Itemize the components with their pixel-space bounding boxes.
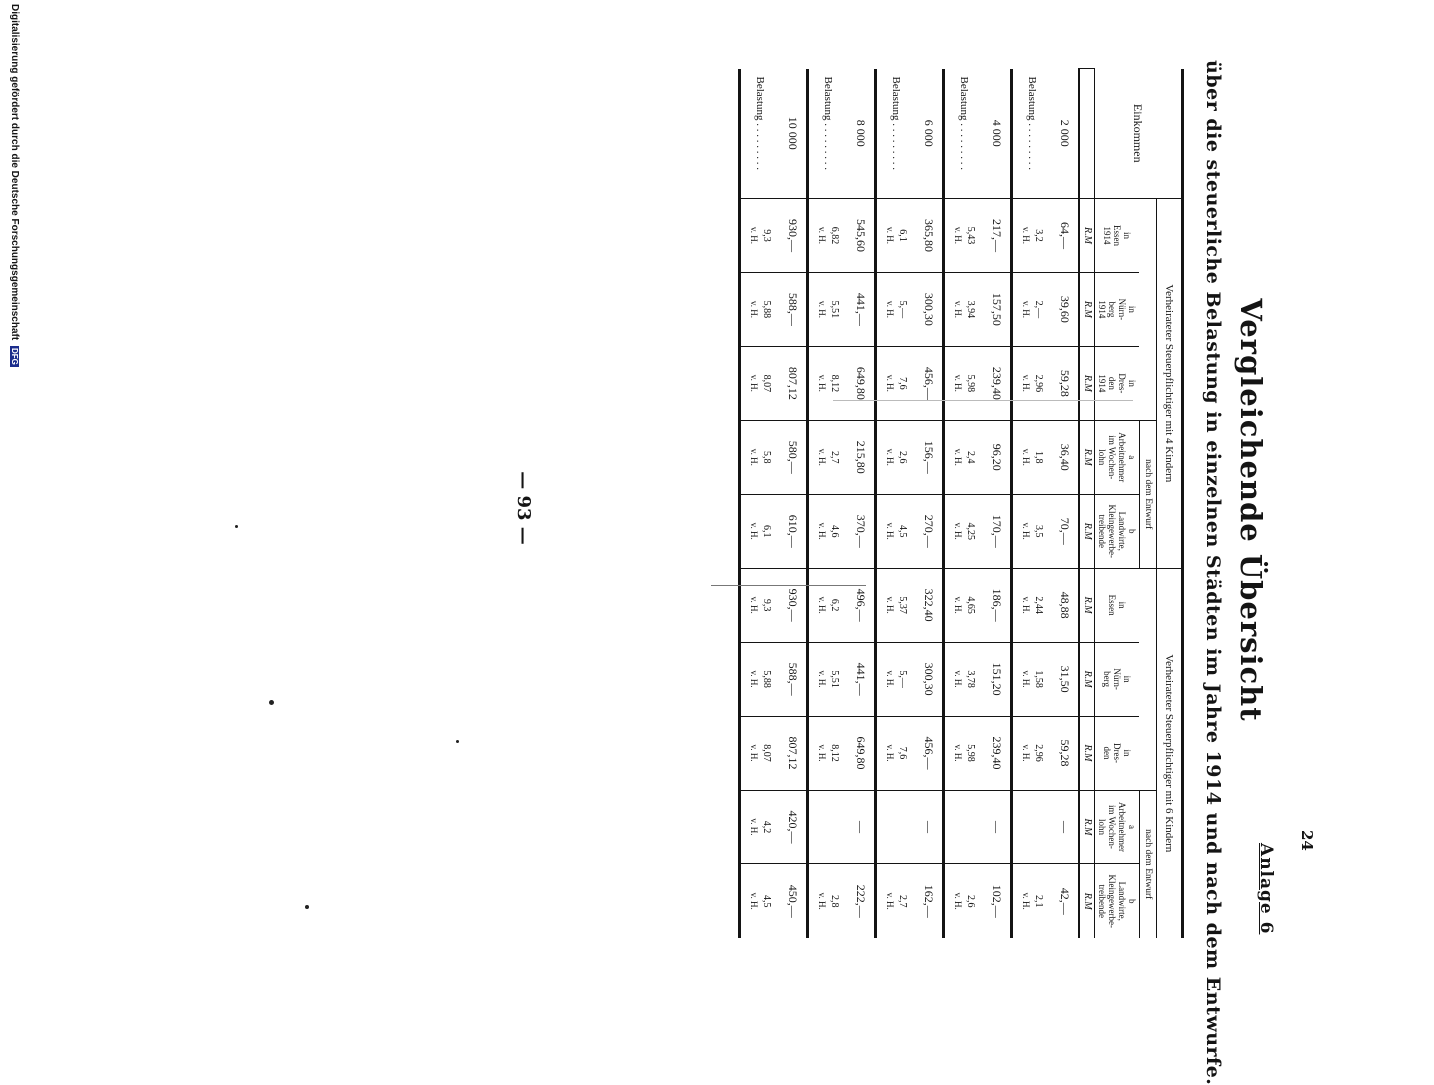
amount-cell: 610,— (779, 494, 808, 568)
percent-unit: v. H. (953, 670, 963, 688)
scan-artifact-line (711, 585, 866, 586)
percent-unit: v. H. (817, 596, 827, 614)
burden-percent: 5,51 (829, 300, 840, 319)
percent-unit: v. H. (817, 670, 827, 688)
amount-cell: 59,28 (1051, 346, 1079, 420)
burden-percent-cell (740, 199, 780, 273)
amount-cell: 807,12 (779, 346, 808, 420)
burden-percent-cell (808, 346, 848, 420)
unit-label: R.M (1079, 568, 1095, 642)
burden-percent-cell (876, 568, 916, 642)
percent-unit: v. H. (749, 300, 759, 318)
amount-cell: 930,— (779, 568, 808, 642)
burden-percent-cell (1012, 420, 1052, 494)
amount-cell: 217,— (983, 199, 1012, 273)
percent-unit: v. H. (749, 596, 759, 614)
column-header-line: berg (1102, 671, 1113, 688)
amount-cell: 930,— (779, 199, 808, 273)
percent-unit: v. H. (885, 596, 895, 614)
burden-percent-cell (876, 346, 916, 420)
burden-percent-cell (876, 494, 916, 568)
percent-unit: v. H. (1021, 744, 1031, 762)
percent-unit: v. H. (953, 744, 963, 762)
digitization-credit (9, 4, 20, 367)
unit-label: R.M (1079, 199, 1095, 273)
group-header-6-children: Verheirateter Steuerpflichtiger mit 6 Kindern (1157, 568, 1183, 938)
burden-percent: 3,94 (965, 300, 976, 319)
percent-unit: v. H. (749, 522, 759, 540)
percent-unit: v. H. (1021, 596, 1031, 614)
percent-unit: v. H. (749, 448, 759, 466)
amount-cell: 588,— (779, 272, 808, 346)
percent-unit: v. H. (953, 448, 963, 466)
burden-percent-cell (740, 272, 780, 346)
column-header (1095, 568, 1140, 642)
column-header-line: Dres- (1117, 373, 1128, 394)
burden-percent: 5,— (897, 670, 908, 688)
percent-unit: v. H. (1021, 522, 1031, 540)
burden-percent-cell (944, 272, 984, 346)
burden-percent: 8,12 (829, 744, 840, 762)
document-subtitle: über die steuerliche Belastung in einzelnen Städten im Jahre 1914 und nach dem Entwurfe. (1202, 60, 1224, 1085)
burden-percent: 3,5 (1033, 524, 1044, 538)
amount-cell: 456,— (915, 346, 944, 420)
percent-unit: v. H. (817, 522, 827, 540)
amount-cell: 365,80 (915, 199, 944, 273)
percent-unit: v. H. (953, 374, 963, 392)
column-header-line: Landwirte, (1117, 881, 1127, 921)
income-value: 8 000 (854, 119, 868, 147)
unit-label: R.M (1079, 790, 1095, 864)
burden-percent: 6,82 (829, 226, 840, 245)
burden-percent: 2,6 (965, 894, 976, 908)
burden-percent: 8,07 (761, 374, 772, 393)
burden-percent: 5,98 (965, 374, 976, 393)
column-header-line: in (1117, 601, 1128, 609)
amount-cell: 36,40 (1051, 420, 1079, 494)
burden-label: Belastung . . . . . . . . . (808, 69, 848, 199)
burden-percent-cell (808, 864, 848, 938)
column-header (1095, 494, 1140, 568)
amount-cell: 649,80 (847, 716, 876, 790)
amount-cell: — (847, 790, 876, 864)
percent-unit: v. H. (885, 300, 895, 318)
amount-cell: — (915, 790, 944, 864)
percent-unit: v. H. (885, 670, 895, 688)
burden-percent: 9,3 (761, 598, 772, 612)
unit-row-blank (1079, 69, 1095, 199)
amount-cell: 102,— (983, 864, 1012, 938)
percent-unit: v. H. (749, 374, 759, 392)
amount-cell: — (1051, 790, 1079, 864)
percent-unit: v. H. (749, 670, 759, 688)
burden-percent: 2,96 (1033, 744, 1044, 762)
tax-burden-table (738, 68, 1184, 938)
amount-cell: 588,— (779, 642, 808, 716)
column-header-line: im Wochen- (1107, 805, 1117, 849)
amount-cell: 48,88 (1051, 568, 1079, 642)
burden-percent-cell (1012, 199, 1052, 273)
burden-percent: 2,8 (829, 894, 840, 908)
amount-cell: 31,50 (1051, 642, 1079, 716)
burden-percent-cell (876, 716, 916, 790)
burden-percent-cell (876, 199, 916, 273)
percent-unit: v. H. (953, 300, 963, 318)
burden-percent: 8,12 (829, 374, 840, 393)
column-header-line: Arbeitnehmer (1117, 801, 1127, 852)
amount-cell: 441,— (847, 642, 876, 716)
column-header-line: den (1107, 376, 1118, 390)
column-header-line: in (1122, 749, 1133, 757)
burden-percent-cell (944, 346, 984, 420)
burden-percent: 1,8 (1033, 451, 1044, 464)
group-header-4-children: Verheirateter Steuerpflichtiger mit 4 Kindern (1157, 199, 1183, 569)
burden-percent: 7,6 (897, 377, 908, 390)
burden-percent: 5,88 (761, 300, 772, 319)
column-header (1095, 272, 1140, 346)
burden-percent: 2,6 (897, 451, 908, 464)
percent-unit: v. H. (953, 892, 963, 910)
percent-unit: v. H. (817, 448, 827, 466)
percent-unit: v. H. (749, 226, 759, 245)
amount-cell: 162,— (915, 864, 944, 938)
percent-unit: v. H. (817, 226, 827, 245)
burden-percent: 5,8 (761, 451, 772, 464)
column-header-line: 1914 (1097, 300, 1108, 319)
burden-percent: 6,1 (897, 229, 908, 242)
burden-percent: 4,5 (897, 524, 908, 538)
burden-percent: 2,— (1033, 300, 1044, 319)
column-header (1095, 346, 1140, 420)
burden-percent-cell (740, 420, 780, 494)
burden-percent-cell (740, 494, 780, 568)
burden-percent: 2,4 (965, 451, 976, 464)
burden-percent: 4,25 (965, 522, 976, 540)
column-header-line: lohn (1097, 818, 1107, 835)
burden-percent-cell (808, 568, 848, 642)
burden-percent: 4,6 (829, 524, 840, 538)
column-header-line: treibende (1097, 884, 1107, 918)
burden-percent-cell (808, 494, 848, 568)
percent-unit: v. H. (885, 226, 895, 245)
column-header (1095, 199, 1140, 273)
burden-percent-cell (740, 642, 780, 716)
burden-percent-cell (808, 272, 848, 346)
burden-percent: 4,2 (761, 820, 772, 834)
column-header-line: Arbeitnehmer (1117, 432, 1127, 483)
amount-cell: 96,20 (983, 420, 1012, 494)
column-header-line: Kleingewerbe- (1107, 874, 1117, 928)
percent-unit: v. H. (749, 818, 759, 836)
burden-percent-cell (944, 420, 984, 494)
amount-cell: 156,— (915, 420, 944, 494)
amount-cell: 151,20 (983, 642, 1012, 716)
amount-cell: 450,— (779, 864, 808, 938)
burden-percent-cell (876, 420, 916, 494)
column-header-line: Essen (1112, 224, 1123, 246)
percent-unit: v. H. (953, 226, 963, 245)
burden-percent-cell (944, 864, 984, 938)
scan-artifact-line (833, 400, 1133, 401)
income-value: 6 000 (922, 119, 936, 147)
percent-unit: v. H. (749, 744, 759, 762)
burden-percent: 5,43 (965, 226, 976, 245)
document-title: Vergleichende Übersicht (1234, 298, 1268, 722)
burden-percent: 9,3 (761, 229, 772, 242)
column-header-line: im Wochen- (1107, 435, 1117, 480)
unit-label: R.M (1079, 642, 1095, 716)
percent-unit: v. H. (1021, 226, 1031, 245)
burden-percent-cell (876, 642, 916, 716)
credit-text: Digitalisierung gefördert durch die Deutsche Forschungsgemeinschaft (9, 4, 20, 341)
column-header-line: lohn (1097, 449, 1107, 466)
amount-cell: 222,— (847, 864, 876, 938)
subheader-draft-6: nach dem Entwurf (1140, 790, 1157, 938)
amount-cell: 807,12 (779, 716, 808, 790)
burden-percent: 5,98 (965, 744, 976, 762)
amount-cell: 64,— (1051, 199, 1079, 273)
percent-unit: v. H. (817, 300, 827, 318)
column-header-line: Dres- (1112, 743, 1123, 764)
amount-cell: 170,— (983, 494, 1012, 568)
burden-percent-cell (944, 642, 984, 716)
burden-percent: 2,44 (1033, 596, 1044, 614)
column-header (1095, 642, 1140, 716)
burden-percent-cell (808, 199, 848, 273)
scan-speck (235, 525, 238, 528)
burden-percent-cell (876, 864, 916, 938)
percent-unit: v. H. (885, 448, 895, 466)
column-header-line: Nürn- (1117, 298, 1128, 321)
blank-subheader (1140, 568, 1157, 790)
column-header-line: a (1127, 824, 1137, 829)
column-header-line: 1914 (1097, 374, 1108, 393)
amount-cell: 580,— (779, 420, 808, 494)
income-column-header: Einkommen (1095, 69, 1183, 199)
percent-unit: v. H. (817, 892, 827, 910)
comparison-table-wrap (738, 68, 1184, 938)
column-header-line: in (1122, 231, 1133, 239)
amount-cell: 649,80 (847, 346, 876, 420)
amount-cell: 420,— (779, 790, 808, 864)
income-value: 4 000 (990, 119, 1004, 147)
amount-cell: 441,— (847, 272, 876, 346)
burden-percent-cell (944, 716, 984, 790)
amount-cell: 300,30 (915, 642, 944, 716)
column-header-line: den (1102, 746, 1113, 760)
burden-percent: 2,7 (897, 894, 908, 908)
scan-speck (269, 700, 274, 705)
burden-label: Belastung . . . . . . . . . (944, 69, 984, 199)
column-header-line: in (1127, 379, 1138, 387)
unit-label: R.M (1079, 494, 1095, 568)
burden-percent: 4,5 (761, 894, 772, 908)
amount-cell: 370,— (847, 494, 876, 568)
annex-label: Anlage 6 (1256, 843, 1276, 935)
percent-unit: v. H. (817, 374, 827, 392)
burden-percent-cell (740, 790, 780, 864)
burden-percent: 2,96 (1033, 374, 1044, 393)
burden-percent: 3,78 (965, 670, 976, 688)
percent-unit: v. H. (885, 892, 895, 910)
scan-speck (305, 905, 309, 909)
percent-unit: v. H. (1021, 448, 1031, 466)
unit-label: R.M (1079, 420, 1095, 494)
column-header-line: Essen (1107, 594, 1118, 616)
amount-cell: 456,— (915, 716, 944, 790)
amount-cell: 270,— (915, 494, 944, 568)
column-header-line: b (1127, 898, 1137, 904)
percent-unit: v. H. (1021, 670, 1031, 688)
unit-label: R.M (1079, 272, 1095, 346)
amount-cell: 186,— (983, 568, 1012, 642)
percent-unit: v. H. (1021, 892, 1031, 910)
burden-label: Belastung . . . . . . . . . (1012, 69, 1052, 199)
burden-percent-cell (808, 716, 848, 790)
burden-percent-cell (1012, 790, 1052, 864)
column-header-line: b (1127, 528, 1137, 534)
burden-percent-cell (808, 790, 848, 864)
column-header (1095, 420, 1140, 494)
column-header (1095, 790, 1140, 864)
column-header (1095, 716, 1140, 790)
burden-percent-cell (1012, 642, 1052, 716)
amount-cell: 239,40 (983, 716, 1012, 790)
unit-label: R.M (1079, 716, 1095, 790)
burden-percent: 6,1 (761, 524, 772, 538)
amount-cell: — (983, 790, 1012, 864)
burden-percent-cell (1012, 864, 1052, 938)
burden-percent-cell (1012, 568, 1052, 642)
amount-cell: 42,— (1051, 864, 1079, 938)
burden-percent-cell (1012, 346, 1052, 420)
burden-percent: 5,88 (761, 670, 772, 688)
income-value: 10 000 (786, 116, 800, 150)
burden-percent-cell (808, 420, 848, 494)
amount-cell: 300,30 (915, 272, 944, 346)
burden-percent-cell (944, 199, 984, 273)
unit-label: R.M (1079, 864, 1095, 938)
burden-label: Belastung . . . . . . . . . (740, 69, 780, 199)
column-header (1095, 864, 1140, 938)
burden-percent: 8,07 (761, 744, 772, 762)
percent-unit: v. H. (749, 892, 759, 910)
amount-cell: 39,60 (1051, 272, 1079, 346)
amount-cell: 215,80 (847, 420, 876, 494)
burden-percent: 2,1 (1033, 894, 1044, 908)
unit-label: R.M (1079, 346, 1095, 420)
percent-unit: v. H. (885, 374, 895, 392)
amount-cell: 545,60 (847, 199, 876, 273)
scan-speck (456, 740, 459, 743)
table-head (1079, 69, 1183, 939)
amount-cell: 59,28 (1051, 716, 1079, 790)
column-header-line: in (1127, 305, 1138, 313)
amount-cell: 496,— (847, 568, 876, 642)
income-value: 2 000 (1058, 119, 1072, 147)
percent-unit: v. H. (885, 744, 895, 762)
burden-percent-cell (876, 272, 916, 346)
burden-percent-cell (1012, 494, 1052, 568)
percent-unit: v. H. (1021, 374, 1031, 392)
subheader-draft-4: nach dem Entwurf (1140, 420, 1157, 568)
burden-percent-cell (740, 864, 780, 938)
column-header-line: 1914 (1102, 226, 1113, 245)
burden-percent-cell (740, 716, 780, 790)
percent-unit: v. H. (953, 596, 963, 614)
table-body (740, 69, 1080, 939)
burden-percent-cell (808, 642, 848, 716)
blank-subheader (1140, 199, 1157, 421)
amount-cell: 322,40 (915, 568, 944, 642)
burden-percent-cell (1012, 272, 1052, 346)
burden-percent: 3,2 (1033, 229, 1044, 242)
burden-percent-cell (944, 494, 984, 568)
burden-percent-cell (740, 568, 780, 642)
burden-percent: 5,51 (829, 670, 840, 688)
amount-cell: 157,50 (983, 272, 1012, 346)
percent-unit: v. H. (817, 744, 827, 762)
column-header-line: Nürn- (1112, 668, 1123, 690)
column-header-line: Kleingewerbe- (1107, 504, 1117, 558)
margin-page-number: 24 (1298, 830, 1316, 851)
burden-percent-cell (740, 346, 780, 420)
burden-percent: 4,65 (965, 596, 976, 614)
burden-percent: 6,2 (829, 598, 840, 612)
burden-percent-cell (944, 568, 984, 642)
burden-percent: 5,37 (897, 596, 908, 614)
percent-unit: v. H. (1021, 300, 1031, 318)
column-header-line: a (1127, 455, 1137, 460)
page-number: — 93 — (513, 471, 534, 545)
burden-percent: 1,58 (1033, 670, 1044, 688)
burden-percent: 5,— (897, 300, 908, 319)
column-header-line: Landwirte, (1117, 511, 1127, 551)
burden-percent-cell (944, 790, 984, 864)
burden-percent: 7,6 (897, 746, 908, 760)
burden-percent-cell (876, 790, 916, 864)
burden-label: Belastung . . . . . . . . . (876, 69, 916, 199)
burden-percent: 2,7 (829, 451, 840, 464)
percent-unit: v. H. (885, 522, 895, 540)
amount-cell: 70,— (1051, 494, 1079, 568)
column-header-line: treibende (1097, 514, 1107, 548)
column-header-line: berg (1107, 301, 1118, 318)
burden-percent-cell (1012, 716, 1052, 790)
column-header-line: in (1122, 675, 1133, 683)
dfg-logo: DFG (10, 347, 19, 365)
amount-cell: 239,40 (983, 346, 1012, 420)
percent-unit: v. H. (953, 522, 963, 540)
